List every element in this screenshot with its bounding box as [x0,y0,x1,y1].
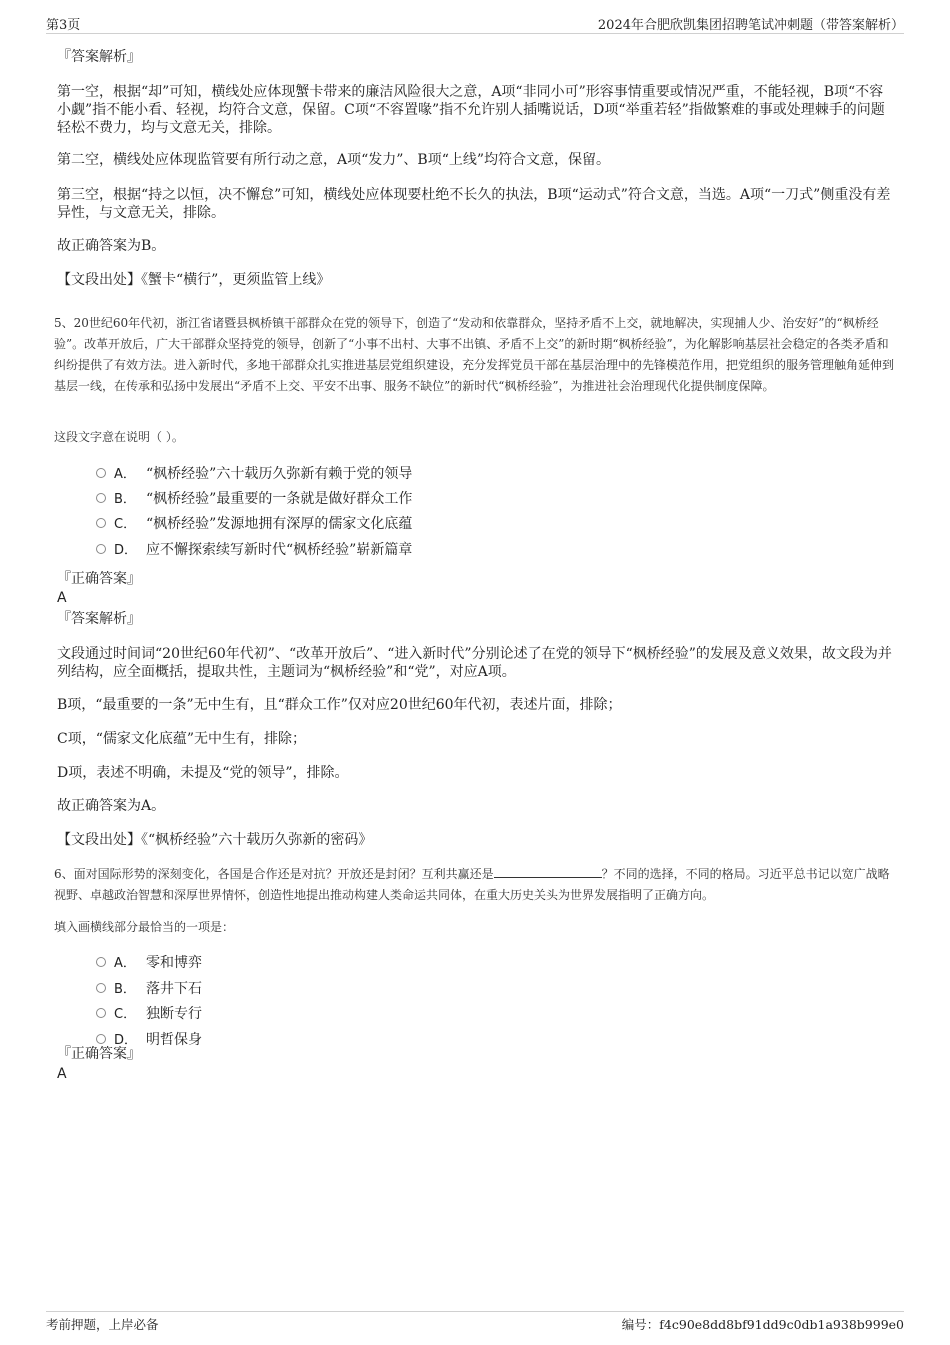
radio-icon[interactable] [96,1008,106,1018]
radio-icon[interactable] [96,493,106,503]
radio-icon[interactable] [96,468,106,478]
option-d[interactable]: D． 明哲保身 [96,1030,202,1050]
option-a[interactable]: A． 零和博弈 [96,953,202,973]
analysis-para: 第二空，横线处应体现监管要有所行动之意，A项“发力”、B项“上线”均符合文意，保留。 [57,152,611,168]
analysis-label: 『答案解析』 [57,611,141,627]
question-stem: 6、面对国际形势的深刻变化，各国是合作还是对抗？开放还是封闭？互利共赢还是 ？不同的选择，不同的格局。习近平总书记以宽广战略视野、卓越政治智慧和深厚世界情怀，创造性地提出推动构建人类命运共同体，在重大历史关头为世界发展指明了正确方向。 [54,867,890,902]
document-title: 2024年合肥欣凯集团招聘笔试冲刺题（带答案解析） [597,18,904,33]
option-b[interactable]: B． 落井下石 [96,979,202,999]
document-id: 编号：f4c90e8dd8bf91dd9c0db1a938b999e0 [621,1317,904,1332]
analysis-para: 文段通过时间词“20世纪60年代初”、“改革开放后”、“进入新时代”分别论述了在党的领导下“枫桥经验”的发展及意义效果，故文段为并列结构，应全面概括，提取共性，主题词为“枫桥经验”和“党”，对应A项。 [57,646,892,680]
radio-icon[interactable] [96,957,106,967]
analysis-label: 『答案解析』 [57,49,141,65]
radio-icon[interactable] [96,1034,106,1044]
radio-icon[interactable] [96,983,106,993]
question-prompt: 填入画横线部分最恰当的一项是： [54,920,235,934]
question-stem: 5、20世纪60年代初，浙江省诸暨县枫桥镇干部群众在党的领导下，创造了“发动和依靠群众，坚持矛盾不上交，就地解决，实现捕人少、治安好”的“枫桥经验”。改革开放后，广大干部群众坚持党的领导，创新了“小事不出村、大事不出镇、矛盾不上交”的新时期“枫桥经验”，为化解影响基层社会稳定的各类矛盾和纠纷提供了有效方法。进入新时代，多地干部群众扎实推进基层党组织建设，充分发挥党员干部在基层治理中的先锋模范作用，把党组织的服务管理触角延伸到基层一线，在传承和弘扬中发展出“矛盾不上交、平安不出事、服务不缺位”的新时代“枫桥经验”，为推进社会治理现代化提供制度保障。 [54,316,895,393]
answer-label: 『正确答案』 [57,571,141,587]
analysis-para: 第一空，根据“却”可知，横线处应体现蟹卡带来的廉洁风险很大之意，A项“非同小可”形容事情重要或情况严重，不能轻视，B项“不容小觑”指不能小看、轻视，均符合文意，保留。C项“不容置喙”指不允许别人插嘴说话，D项“举重若轻”指做繁难的事或处理棘手的问题轻松不费力，均与文意无关，排除。 [57,84,885,136]
answer-label: 『正确答案』 [57,1046,141,1062]
conclusion: 故正确答案为B。 [57,238,166,254]
conclusion: 故正确答案为A。 [57,798,166,814]
source: 【文段出处】《蟹卡“横行”，更须监管上线》 [57,272,331,288]
option-d[interactable]: D． 应不懈探索续写新时代“枫桥经验”崭新篇章 [96,540,412,560]
answer-value: A [57,590,67,606]
fill-blank [494,866,602,878]
page-header [46,14,904,34]
option-a[interactable]: A． “枫桥经验”六十载历久弥新有赖于党的领导 [96,464,412,484]
radio-icon[interactable] [96,518,106,528]
footer-slogan: 考前押题，上岸必备 [46,1317,159,1332]
question-prompt: 这段文字意在说明（ ）。 [54,430,184,444]
analysis-para: D项，表述不明确，未提及“党的领导”，排除。 [57,765,349,781]
option-b[interactable]: B． “枫桥经验”最重要的一条就是做好群众工作 [96,489,412,509]
analysis-para: B项，“最重要的一条”无中生有，且“群众工作”仅对应20世纪60年代初，表述片面，排除； [57,697,622,713]
page-number: 第3页 [46,18,81,33]
option-c[interactable]: C． “枫桥经验”发源地拥有深厚的儒家文化底蕴 [96,514,412,534]
answer-value: A [57,1066,67,1082]
analysis-para: 第三空，根据“持之以恒，决不懈怠”可知，横线处应体现要杜绝不长久的执法，B项“运动式”符合文意，当选。A项“一刀式”侧重没有差异性，与文意无关，排除。 [57,187,891,221]
source: 【文段出处】《“枫桥经验”六十载历久弥新的密码》 [57,832,373,848]
option-c[interactable]: C． 独断专行 [96,1004,202,1024]
analysis-para: C项，“儒家文化底蕴”无中生有，排除； [57,731,307,747]
radio-icon[interactable] [96,544,106,554]
page-footer [46,1311,904,1335]
